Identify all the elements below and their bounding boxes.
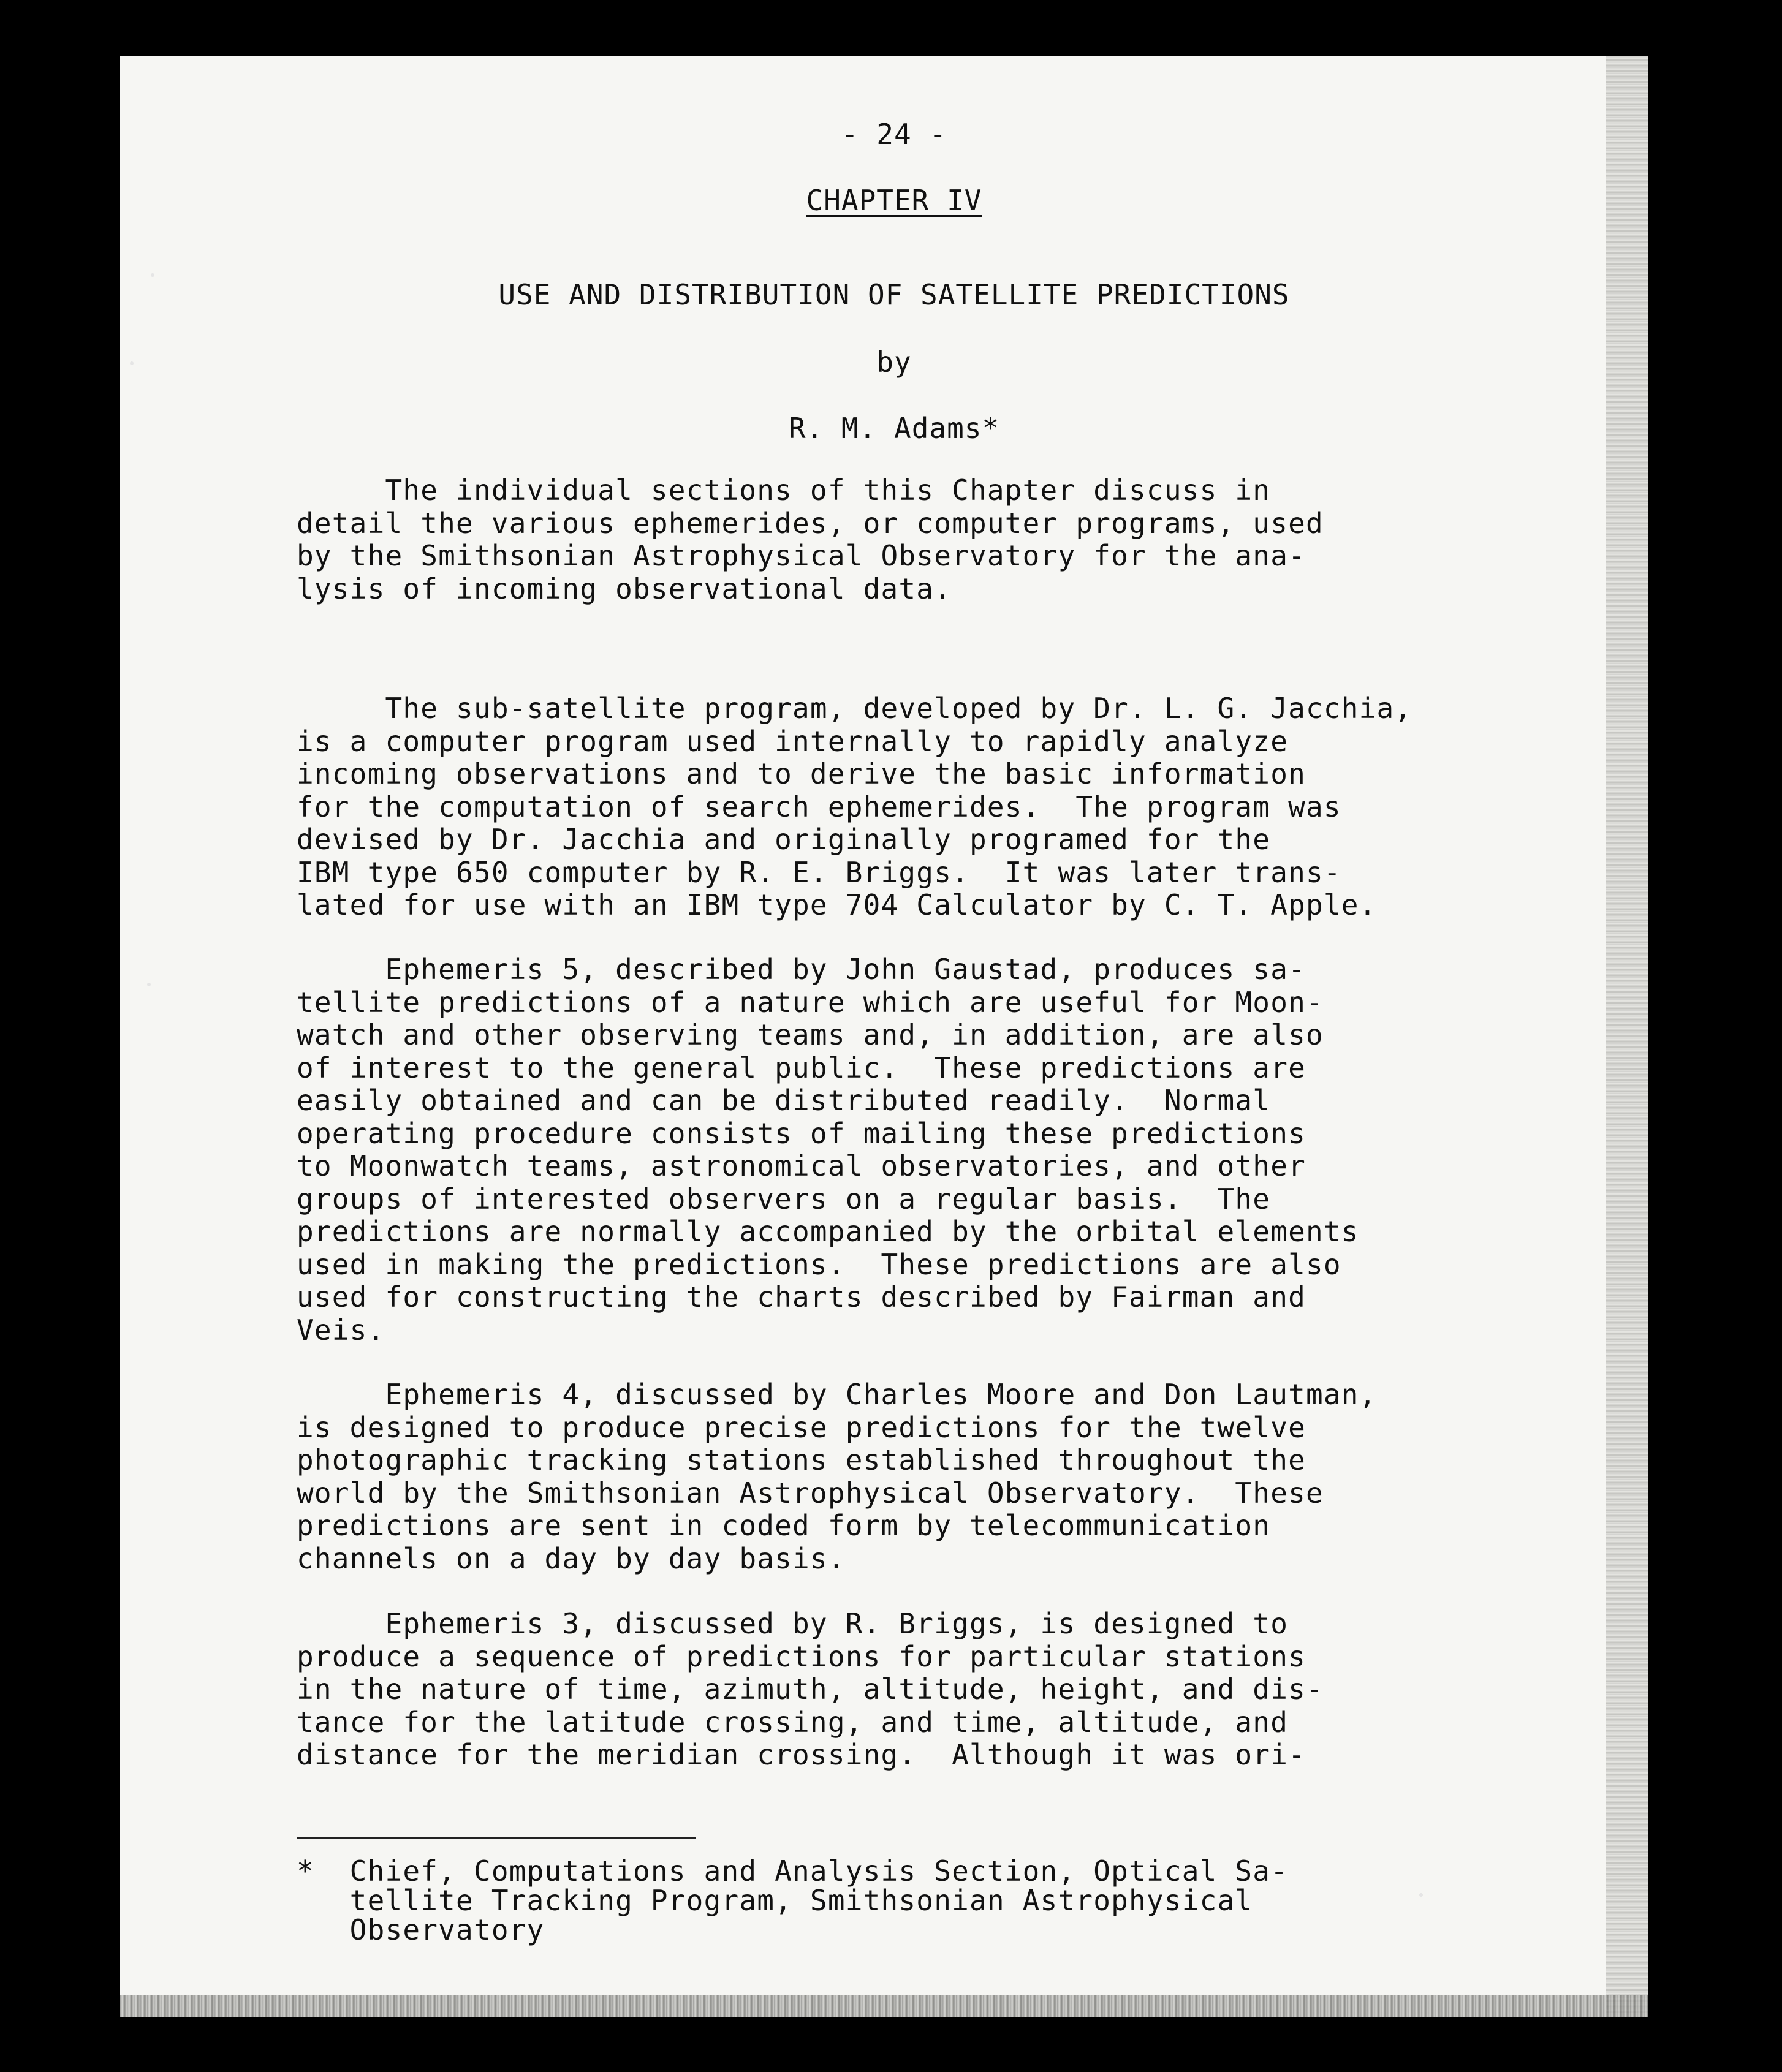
paragraph-ephemeris-5: Ephemeris 5, described by John Gaustad, produces sa- tellite predictions of a nature which are useful for Moon- watch and other observing teams and, in addition, are also of interest to the general public. These predictions are easily obtained and can be distributed readily. Normal operating procedure consists of mailing these predictions to Moonwatch teams, astronomical observatories, and other groups of interested observers on a regular basis. The predictions are normally accompanied by the orbital elements used in making the predictions. These predictions are also used for constructing the charts described by Fairman and Veis. (297, 953, 1359, 1347)
scan-speck (130, 361, 134, 365)
document-page (120, 56, 1648, 2017)
page-bottom-edge (120, 1995, 1648, 2017)
page-edge-shadow (1606, 56, 1648, 2017)
footnote-divider (297, 1837, 696, 1839)
paragraph-intro: The individual sections of this Chapter discuss in detail the various ephemerides, or computer programs, used by the Smithsonian Astrophysical Observatory for the ana- lysis of incoming observational data. (297, 474, 1324, 605)
scan-speck (147, 983, 151, 986)
document-title: USE AND DISTRIBUTION OF SATELLITE PREDICTIONS (498, 278, 1290, 311)
page-number: - 24 - (841, 118, 947, 151)
paragraph-ephemeris-3: Ephemeris 3, discussed by R. Briggs, is designed to produce a sequence of predictions for particular stations in the nature of time, azimuth, altitude, height, and dis- tance for the latitude crossing, and time, altitude, and distance for the meridian crossing. Although it was ori- (297, 1607, 1324, 1771)
chapter-heading: CHAPTER IV (806, 184, 982, 217)
paragraph-sub-satellite: The sub-satellite program, developed by Dr. L. G. Jacchia, is a computer program used internally to rapidly analyze incoming observations and to derive the basic information for the computation of search ephemerides. The program was devised by Dr. Jacchia and originally programed for the IBM type 650 computer by R. E. Briggs. It was later trans- lated for use with an IBM type 704 Calculator by C. T. Apple. (297, 692, 1412, 921)
author-name: R. M. Adams* (788, 412, 1000, 445)
paragraph-ephemeris-4: Ephemeris 4, discussed by Charles Moore and Don Lautman, is designed to produce precise predictions for the twelve photographic tracking stations established throughout the world by the Smithsonian Astrophysical Observatory. These predictions are sent in coded form by telecommunication channels on a day by day basis. (297, 1378, 1377, 1575)
byline-by: by (876, 346, 912, 379)
scan-speck (151, 273, 154, 277)
scan-speck (1419, 1893, 1423, 1897)
footnote: * Chief, Computations and Analysis Section, Optical Sa- tellite Tracking Program, Smithsonian Astrophysical Observatory (297, 1855, 1289, 1946)
